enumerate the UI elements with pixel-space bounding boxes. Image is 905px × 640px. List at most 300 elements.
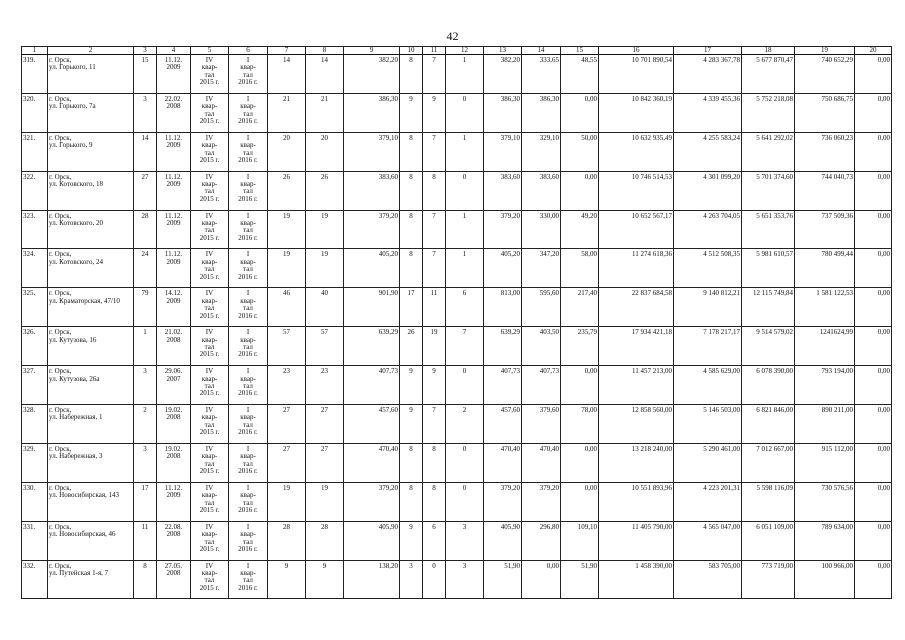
- quarter-line: 2016 г.: [238, 506, 258, 515]
- cell-col-7: 46: [268, 288, 306, 327]
- cell-col-3: 1: [134, 327, 157, 366]
- quarter-line: тал: [243, 304, 253, 313]
- cell-col-13: 405,90: [484, 521, 522, 560]
- date-day-month: 22.08.: [164, 522, 183, 531]
- cell-col-8: 27: [306, 405, 344, 444]
- address-city: г. Орск,: [49, 56, 72, 64]
- quarter-line: IV: [205, 94, 214, 103]
- date-cell: [157, 55, 191, 94]
- cell-col-13: 470,40: [484, 443, 522, 482]
- cell-col-15: 0,00: [561, 482, 599, 521]
- cell-col-20: 0,00: [855, 171, 892, 210]
- quarter-line: 2016 г.: [238, 428, 258, 437]
- planned-end-quarter: [229, 366, 268, 405]
- cell-col-19: 915 112,00: [795, 443, 855, 482]
- cell-col-13: 383,60: [484, 171, 522, 210]
- quarter-line: 2016 г.: [238, 389, 258, 398]
- cell-col-12: 1: [446, 55, 484, 94]
- cell-col-3: 28: [134, 210, 157, 249]
- quarter-line: IV: [205, 172, 214, 181]
- address-street: ул. Кутузова, 16: [49, 335, 97, 344]
- cell-col-19: 789 634,00: [795, 521, 855, 560]
- planned-start-quarter: [191, 327, 229, 366]
- quarter-line: IV: [205, 367, 214, 376]
- cell-col-12: 0: [446, 482, 484, 521]
- cell-col-18: 6 821 846,00: [742, 405, 795, 444]
- quarter-line: квар-: [201, 568, 218, 577]
- address-cell: [48, 443, 134, 482]
- column-number-row: [22, 47, 892, 55]
- quarter-line: 2015 г.: [199, 467, 220, 476]
- date-day-month: 11.12.: [164, 211, 183, 220]
- date-year: 2008: [166, 568, 181, 577]
- cell-col-15: 50,00: [561, 132, 599, 171]
- quarter-line: 2016 г.: [238, 311, 258, 320]
- column-header-5: 5: [191, 47, 229, 55]
- quarter-line: квар-: [240, 141, 256, 150]
- address-cell: [48, 366, 134, 405]
- quarter-line: тал: [243, 70, 253, 79]
- cell-col-14: 0,00: [522, 560, 561, 599]
- column-header-2: 2: [48, 47, 134, 55]
- cell-col-10: 9: [400, 521, 423, 560]
- cell-col-19: 730 576,56: [795, 482, 855, 521]
- cell-col-10: 8: [400, 171, 423, 210]
- address-city: г. Орск,: [49, 250, 72, 259]
- cell-col-20: 0,00: [855, 443, 892, 482]
- address-city: г. Орск,: [49, 522, 72, 531]
- cell-col-11: 7: [423, 249, 446, 288]
- cell-col-9: 138,20: [344, 560, 400, 599]
- quarter-line: квар-: [201, 452, 218, 461]
- cell-col-14: 330,00: [522, 210, 561, 249]
- cell-col-10: 26: [400, 327, 423, 366]
- quarter-line: квар-: [240, 413, 256, 422]
- address-cell: [48, 327, 134, 366]
- date-cell: [157, 521, 191, 560]
- cell-col-17: 4 301 099,20: [674, 171, 742, 210]
- planned-start-quarter: [191, 132, 229, 171]
- date-day-month: 11.12.: [164, 56, 183, 64]
- date-cell: [157, 327, 191, 366]
- address-city: г. Орск,: [49, 444, 72, 453]
- quarter-line: квар-: [240, 257, 256, 266]
- cell-col-16: 10 551 893,96: [599, 482, 674, 521]
- planned-start-quarter: [191, 210, 229, 249]
- date-cell: [157, 93, 191, 132]
- table-body: [22, 55, 892, 599]
- date-cell: [157, 482, 191, 521]
- cell-col-10: 8: [400, 443, 423, 482]
- quarter-line: тал: [204, 226, 215, 235]
- cell-col-17: 7 178 217,17: [674, 327, 742, 366]
- row-number: 331.: [22, 521, 48, 560]
- cell-col-11: 7: [423, 405, 446, 444]
- cell-col-10: 17: [400, 288, 423, 327]
- cell-col-11: 6: [423, 521, 446, 560]
- date-cell: [157, 560, 191, 599]
- cell-col-16: 11 457 213,00: [599, 366, 674, 405]
- cell-col-18: 5 752 218,08: [742, 93, 795, 132]
- cell-col-18: 9 514 579,02: [742, 327, 795, 366]
- cell-col-9: 386,30: [344, 93, 400, 132]
- cell-col-18: 5 701 374,60: [742, 171, 795, 210]
- cell-col-13: 51,90: [484, 560, 522, 599]
- column-header-7: 7: [268, 47, 306, 55]
- planned-end-quarter: [229, 288, 268, 327]
- cell-col-14: 403,50: [522, 327, 561, 366]
- address-city: г. Орск,: [49, 211, 72, 220]
- cell-col-12: 0: [446, 366, 484, 405]
- address-city: г. Орск,: [49, 483, 72, 492]
- cell-col-11: 19: [423, 327, 446, 366]
- cell-col-12: 0: [446, 443, 484, 482]
- address-cell: [48, 560, 134, 599]
- cell-col-19: 740 652,29: [795, 55, 855, 94]
- cell-col-11: 0: [423, 560, 446, 599]
- cell-col-8: 27: [306, 443, 344, 482]
- quarter-line: 2015 г.: [199, 428, 220, 437]
- cell-col-7: 23: [268, 366, 306, 405]
- column-header-11: 11: [423, 47, 446, 55]
- date-day-month: 11.12.: [164, 172, 183, 181]
- planned-start-quarter: [191, 249, 229, 288]
- cell-col-16: 17 934 421,18: [599, 327, 674, 366]
- row-number: 322.: [22, 171, 48, 210]
- address-city: г. Орск,: [49, 94, 72, 103]
- address-city: г. Орск,: [49, 133, 72, 142]
- address-street: ул. Новосибирская, 46: [49, 530, 116, 539]
- cell-col-9: 382,20: [344, 55, 400, 94]
- cell-col-15: 58,00: [561, 249, 599, 288]
- cell-col-19: 890 211,00: [795, 405, 855, 444]
- cell-col-8: 26: [306, 171, 344, 210]
- table-row: [22, 210, 892, 249]
- cell-col-18: 5 651 353,76: [742, 210, 795, 249]
- date-day-month: 22.02.: [164, 94, 183, 103]
- cell-col-13: 382,20: [484, 55, 522, 94]
- date-cell: [157, 132, 191, 171]
- quarter-line: квар-: [201, 257, 218, 266]
- quarter-line: I: [246, 444, 250, 453]
- cell-col-8: 19: [306, 210, 344, 249]
- cell-col-7: 20: [268, 132, 306, 171]
- cell-col-14: 383,60: [522, 171, 561, 210]
- cell-col-19: 744 040,73: [795, 171, 855, 210]
- quarter-line: 2016 г.: [238, 272, 258, 281]
- address-cell: [48, 249, 134, 288]
- cell-col-12: 2: [446, 405, 484, 444]
- quarter-line: тал: [204, 343, 215, 352]
- cell-col-9: 407,73: [344, 366, 400, 405]
- cell-col-13: 639,29: [484, 327, 522, 366]
- cell-col-20: 0,00: [855, 405, 892, 444]
- date-year: 2009: [166, 257, 181, 266]
- row-number: 325.: [22, 288, 48, 327]
- housing-register-table: [21, 46, 892, 599]
- row-number: 320.: [22, 93, 48, 132]
- cell-col-17: 5 146 503,00: [674, 405, 742, 444]
- cell-col-17: 4 512 508,35: [674, 249, 742, 288]
- address-street: ул. Кутузова, 26а: [49, 374, 100, 383]
- cell-col-14: 379,60: [522, 405, 561, 444]
- address-cell: [48, 521, 134, 560]
- quarter-line: квар-: [201, 102, 218, 111]
- cell-col-17: 9 140 812,21: [674, 288, 742, 327]
- quarter-line: I: [246, 328, 250, 337]
- cell-col-3: 24: [134, 249, 157, 288]
- cell-col-16: 12 858 560,00: [599, 405, 674, 444]
- address-cell: [48, 55, 134, 94]
- cell-col-12: 1: [446, 249, 484, 288]
- planned-start-quarter: [191, 288, 229, 327]
- quarter-line: 2015 г.: [199, 583, 220, 592]
- column-header-12: 12: [446, 47, 484, 55]
- planned-start-quarter: [191, 405, 229, 444]
- planned-end-quarter: [229, 443, 268, 482]
- quarter-line: квар-: [201, 374, 218, 383]
- date-year: 2009: [166, 491, 181, 500]
- cell-col-15: 217,40: [561, 288, 599, 327]
- column-header-1: 1: [22, 47, 48, 55]
- cell-col-19: 737 509,36: [795, 210, 855, 249]
- row-number: 329.: [22, 443, 48, 482]
- cell-col-13: 405,20: [484, 249, 522, 288]
- row-number: 327.: [22, 366, 48, 405]
- address-street: ул. Котовского, 18: [49, 180, 103, 189]
- date-year: 2009: [166, 141, 181, 150]
- cell-col-17: 4 339 455,36: [674, 93, 742, 132]
- quarter-line: IV: [205, 522, 214, 531]
- cell-col-14: 407,73: [522, 366, 561, 405]
- cell-col-8: 14: [306, 55, 344, 94]
- planned-end-quarter: [229, 405, 268, 444]
- planned-start-quarter: [191, 171, 229, 210]
- cell-col-10: 8: [400, 482, 423, 521]
- quarter-line: тал: [243, 187, 253, 196]
- quarter-line: IV: [205, 56, 214, 64]
- cell-col-16: 13 218 240,00: [599, 443, 674, 482]
- cell-col-17: 4 283 367,78: [674, 55, 742, 94]
- cell-col-16: 10 842 360,19: [599, 93, 674, 132]
- cell-col-11: 7: [423, 132, 446, 171]
- quarter-line: квар-: [201, 413, 218, 422]
- cell-col-10: 8: [400, 132, 423, 171]
- quarter-line: 2015 г.: [199, 117, 220, 126]
- quarter-line: 2015 г.: [199, 311, 220, 320]
- column-header-8: 8: [306, 47, 344, 55]
- planned-start-quarter: [191, 521, 229, 560]
- quarter-line: тал: [204, 148, 215, 157]
- column-header-20: 20: [855, 47, 892, 55]
- quarter-line: квар-: [240, 491, 256, 500]
- table-row: [22, 171, 892, 210]
- cell-col-3: 15: [134, 55, 157, 94]
- address-street: ул. Горького, 7а: [49, 102, 96, 111]
- cell-col-3: 79: [134, 288, 157, 327]
- cell-col-7: 19: [268, 210, 306, 249]
- date-cell: [157, 288, 191, 327]
- column-header-4: 4: [157, 47, 191, 55]
- table-row: [22, 521, 892, 560]
- cell-col-12: 6: [446, 288, 484, 327]
- cell-col-12: 0: [446, 171, 484, 210]
- cell-col-16: 1 458 390,00: [599, 560, 674, 599]
- column-header-10: 10: [400, 47, 423, 55]
- cell-col-7: 27: [268, 443, 306, 482]
- cell-col-14: 329,10: [522, 132, 561, 171]
- cell-col-11: 11: [423, 288, 446, 327]
- cell-col-7: 9: [268, 560, 306, 599]
- quarter-line: 2015 г.: [199, 389, 220, 398]
- planned-start-quarter: [191, 93, 229, 132]
- quarter-line: I: [246, 250, 250, 259]
- cell-col-19: 1241624,99: [795, 327, 855, 366]
- address-street: ул. Котовского, 24: [49, 257, 103, 266]
- cell-col-12: 0: [446, 93, 484, 132]
- quarter-line: тал: [204, 265, 215, 274]
- column-header-9: 9: [344, 47, 400, 55]
- cell-col-8: 9: [306, 560, 344, 599]
- table-row: [22, 132, 892, 171]
- date-day-month: 19.02.: [164, 406, 183, 415]
- cell-col-13: 813,00: [484, 288, 522, 327]
- table-row: [22, 443, 892, 482]
- cell-col-10: 3: [400, 560, 423, 599]
- cell-col-19: 793 194,00: [795, 366, 855, 405]
- cell-col-14: 296,80: [522, 521, 561, 560]
- cell-col-17: 4 223 201,31: [674, 482, 742, 521]
- address-cell: [48, 210, 134, 249]
- cell-col-17: 4 263 704,05: [674, 210, 742, 249]
- cell-col-14: 595,60: [522, 288, 561, 327]
- quarter-line: квар-: [240, 63, 256, 72]
- cell-col-9: 379,20: [344, 482, 400, 521]
- cell-col-17: 583 705,00: [674, 560, 742, 599]
- cell-col-7: 14: [268, 55, 306, 94]
- column-header-3: 3: [134, 47, 157, 55]
- planned-start-quarter: [191, 366, 229, 405]
- quarter-line: I: [246, 133, 250, 142]
- quarter-line: I: [246, 367, 250, 376]
- quarter-line: 2015 г.: [199, 350, 220, 359]
- cell-col-20: 0,00: [855, 288, 892, 327]
- cell-col-15: 0,00: [561, 366, 599, 405]
- cell-col-9: 383,60: [344, 171, 400, 210]
- quarter-line: тал: [243, 420, 253, 429]
- cell-col-11: 9: [423, 366, 446, 405]
- cell-col-9: 901,90: [344, 288, 400, 327]
- page-number: 42: [446, 29, 459, 43]
- cell-col-16: 10 701 890,54: [599, 55, 674, 94]
- date-cell: [157, 249, 191, 288]
- planned-end-quarter: [229, 482, 268, 521]
- cell-col-11: 7: [423, 55, 446, 94]
- quarter-line: квар-: [201, 335, 218, 344]
- cell-col-19: 100 966,00: [795, 560, 855, 599]
- date-day-month: 14.12.: [164, 289, 183, 298]
- cell-col-9: 379,10: [344, 132, 400, 171]
- quarter-line: IV: [205, 211, 214, 220]
- column-header-15: 15: [561, 47, 599, 55]
- quarter-line: IV: [205, 483, 214, 492]
- date-year: 2008: [166, 335, 181, 344]
- cell-col-15: 48,55: [561, 55, 599, 94]
- date-year: 2009: [166, 218, 181, 227]
- quarter-line: квар-: [201, 180, 218, 189]
- quarter-line: 2015 г.: [199, 506, 220, 515]
- column-header-6: 6: [229, 47, 268, 55]
- table-row: [22, 482, 892, 521]
- cell-col-16: 11 274 618,36: [599, 249, 674, 288]
- planned-start-quarter: [191, 443, 229, 482]
- quarter-line: 2015 г.: [199, 272, 220, 281]
- cell-col-19: 750 686,75: [795, 93, 855, 132]
- planned-start-quarter: [191, 560, 229, 599]
- cell-col-7: 27: [268, 405, 306, 444]
- quarter-line: квар-: [240, 568, 256, 577]
- cell-col-3: 14: [134, 132, 157, 171]
- quarter-line: тал: [204, 576, 215, 585]
- cell-col-18: 6 078 390,00: [742, 366, 795, 405]
- cell-col-8: 20: [306, 132, 344, 171]
- row-number: 330.: [22, 482, 48, 521]
- cell-col-14: 470,40: [522, 443, 561, 482]
- cell-col-13: 379,20: [484, 482, 522, 521]
- quarter-line: квар-: [240, 296, 256, 305]
- cell-col-9: 470,40: [344, 443, 400, 482]
- cell-col-15: 49,20: [561, 210, 599, 249]
- cell-col-10: 9: [400, 93, 423, 132]
- cell-col-3: 2: [134, 405, 157, 444]
- cell-col-13: 379,10: [484, 132, 522, 171]
- address-street: ул. Котовского, 20: [49, 218, 103, 227]
- cell-col-18: 5 641 292,02: [742, 132, 795, 171]
- row-number: 326.: [22, 327, 48, 366]
- date-cell: [157, 443, 191, 482]
- quarter-line: I: [246, 289, 250, 298]
- quarter-line: тал: [243, 537, 253, 546]
- quarter-line: IV: [205, 406, 214, 415]
- cell-col-20: 0,00: [855, 482, 892, 521]
- column-header-16: 16: [599, 47, 674, 55]
- cell-col-11: 8: [423, 171, 446, 210]
- planned-end-quarter: [229, 210, 268, 249]
- quarter-line: 2015 г.: [199, 78, 220, 87]
- quarter-line: 2016 г.: [238, 117, 258, 126]
- cell-col-16: 10 652 567,17: [599, 210, 674, 249]
- quarter-line: 2016 г.: [238, 583, 258, 592]
- cell-col-20: 0,00: [855, 93, 892, 132]
- cell-col-9: 405,90: [344, 521, 400, 560]
- cell-col-7: 26: [268, 171, 306, 210]
- address-street: ул. Горького, 11: [49, 63, 96, 72]
- quarter-line: квар-: [201, 296, 218, 305]
- quarter-line: I: [246, 211, 250, 220]
- cell-col-12: 3: [446, 521, 484, 560]
- cell-col-9: 457,60: [344, 405, 400, 444]
- address-street: ул. Горького, 9: [49, 141, 93, 150]
- quarter-line: I: [246, 522, 250, 531]
- date-year: 2009: [166, 63, 181, 72]
- address-cell: [48, 288, 134, 327]
- address-cell: [48, 93, 134, 132]
- quarter-line: тал: [243, 109, 253, 118]
- cell-col-15: 78,00: [561, 405, 599, 444]
- quarter-line: IV: [205, 444, 214, 453]
- address-city: г. Орск,: [49, 328, 72, 337]
- quarter-line: 2015 г.: [199, 544, 220, 553]
